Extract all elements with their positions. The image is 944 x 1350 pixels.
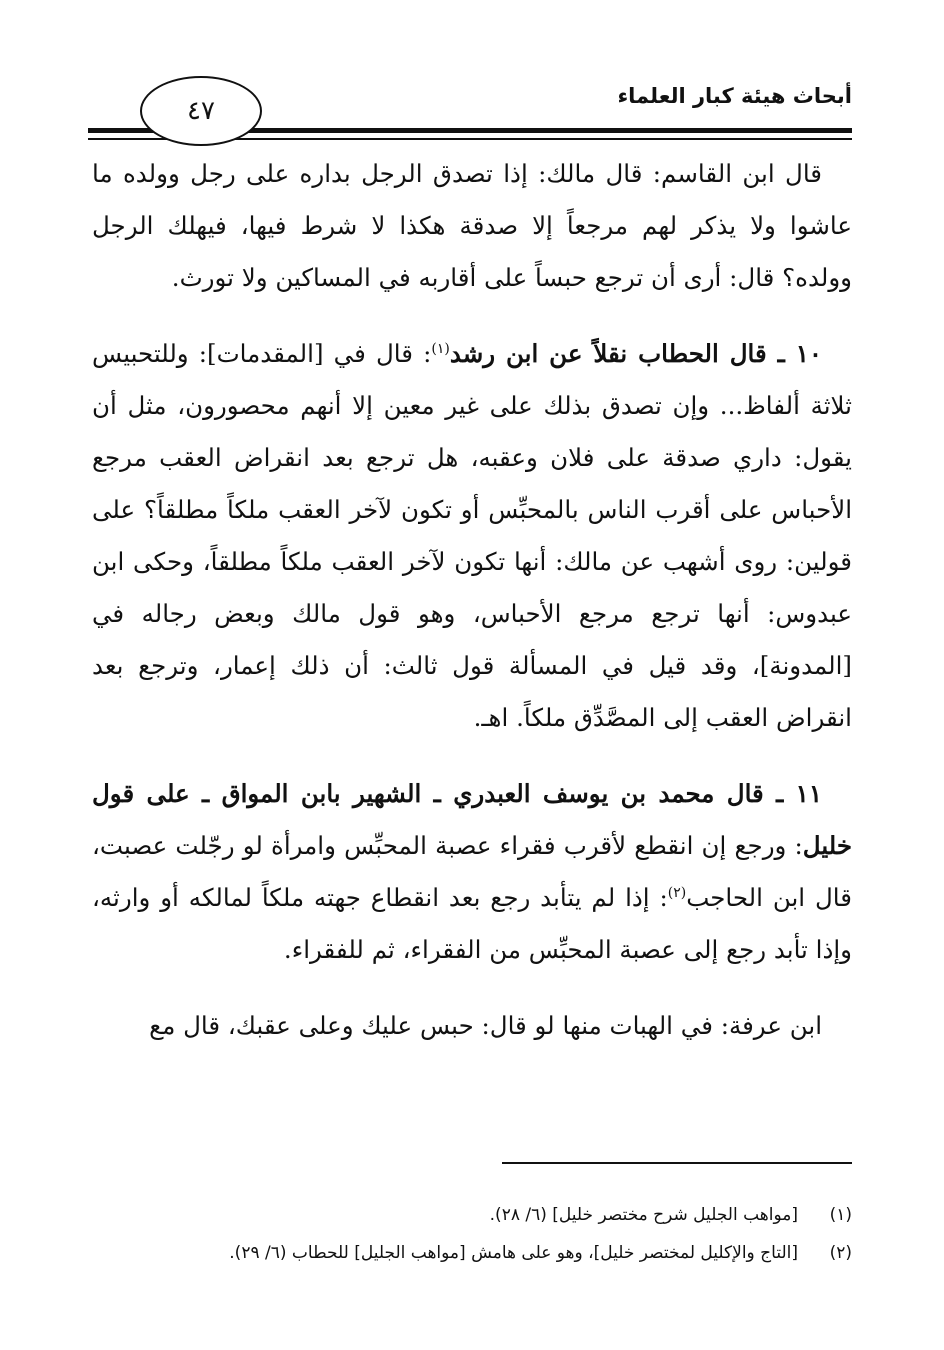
paragraph-3-lead: ١١ ـ قال محمد بن يوسف العبدري ـ الشهير بابن المواق ـ على قول خليل — [92, 779, 852, 860]
footnote-separator — [502, 1162, 852, 1164]
running-head-title: أبحاث هيئة كبار العلماء — [617, 84, 852, 108]
footnote-1 — [92, 1196, 852, 1234]
footnote-ref-1: (١) — [431, 340, 450, 357]
footnote-ref-2: (٢) — [667, 884, 687, 901]
footnotes — [92, 1196, 852, 1272]
page-number: ٤٧ — [140, 76, 262, 146]
footnote-2-text: [التاج والإكليل لمختصر خليل]، وهو على هامش [مواهب الجليل] للحطاب (٦/ ٢٩). — [229, 1243, 798, 1263]
footnote-1-text: [مواهب الجليل شرح مختصر خليل] (٦/ ٢٨). — [489, 1205, 798, 1225]
paragraph-4-text: ابن عرفة: في الهبات منها لو قال: حبس عليك وعلى عقبك، قال مع — [149, 1011, 822, 1040]
footnote-2-mark: (٢) — [829, 1243, 852, 1263]
paragraph-2 — [92, 328, 852, 744]
paragraph-1 — [92, 148, 852, 304]
paragraph-4 — [92, 1000, 852, 1052]
footnote-2 — [92, 1234, 852, 1272]
paragraph-1-text: قال ابن القاسم: قال مالك: إذا تصدق الرجل بداره على رجل وولده ما عاشوا ولا يذكر لهم مرجعاً إلا صدقة هكذا لا شرط فيها، فيهلك الرجل وولده؟ قال: أرى أن ترجع حبساً على أقاربه في المساكين ولا تورث. — [92, 159, 852, 292]
paragraph-3-text-part1: : ورجع إن انقطع لأقرب فقراء عصبة المحبِّس وامرأة لو رجّلت عصبت، قال ابن الحاجب — [92, 831, 852, 912]
main-text — [92, 148, 852, 1076]
footnote-1-mark: (١) — [829, 1205, 852, 1225]
paragraph-2-lead: ١٠ ـ قال الحطاب نقلاً عن ابن رشد — [449, 339, 823, 368]
paragraph-3 — [92, 768, 852, 976]
paragraph-3-text-part2: : إذا لم يتأبد رجع بعد انقطاع جهته ملكاً لمالكه أو وارثه، وإذا تأبد رجع إلى عصبة المحبِّس من الفقراء، ثم للفقراء. — [92, 883, 852, 964]
paragraph-2-text: : قال في [المقدمات]: وللتحبيس ثلاثة ألفاظ... وإن تصدق بذلك على غير معين إلا أنهم محصورون، مثل أن يقول: داري صدقة على فلان وعقبه، هل ترجع بعد انقراض العقب مرجع الأحباس على أقرب الناس بالمحبِّس أو تكون لآخر العقب ملكاً مطلقاً؟ على قولين: روى أشهب عن مالك: أنها تكون لآخر العقب ملكاً مطلقاً، وحكى ابن عبدوس: أنها ترجع مرجع الأحباس، وهو قول مالك وبعض رجاله في [المدونة]، وقد قيل في المسألة قول ثالث: أن ذلك إعمار، وترجع بعد انقراض العقب إلى المصَّدِّق ملكاً. اهـ. — [92, 339, 852, 732]
